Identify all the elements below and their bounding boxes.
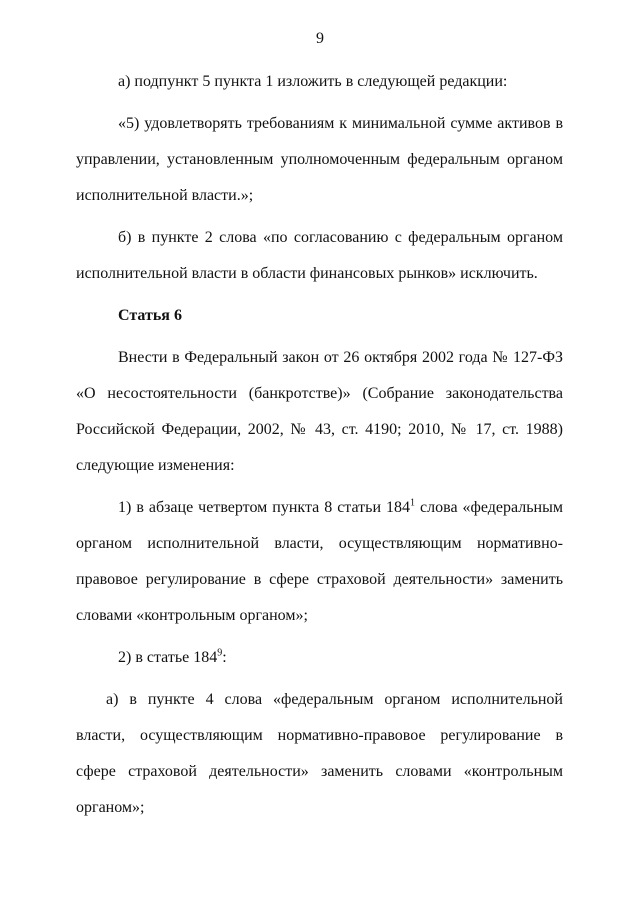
item-1-text-start: 1) в абзаце четвертом пункта 8 статьи 184 [118,499,411,516]
item-2-superscript: 9 [217,647,223,659]
item-1-superscript: 1 [410,497,416,509]
paragraph-article-intro: Внести в Федеральный закон от 26 октября 2002 года № 127-ФЗ «О несостоятельности (банкротстве)» (Собрание законодательства Российской Федерации, 2002, № 43, ст. 4190; 2010, № 17, ст. 1988) следующие изменения: [76,349,563,474]
document-body [76,64,563,832]
page-number: 9 [316,30,324,47]
item-2-text-end: : [222,649,227,666]
article-heading: Статья 6 [118,307,182,324]
paragraph-quoted-text: «5) удовлетворять требованиям к минимальной сумме активов в управлении, установленным уполномоченным федеральным органом исполнительной власти.»; [76,115,563,204]
paragraph-item-1 [76,490,563,634]
paragraph-item-2 [76,640,563,676]
paragraph-subpoint-b: б) в пункте 2 слова «по согласованию с федеральным органом исполнительной власти в области финансовых рынков» исключить. [76,229,563,282]
paragraph-subpoint-a: а) подпункт 5 пункта 1 изложить в следующей редакции: [118,73,508,90]
paragraph-item-2-subpoint-a: а) в пункте 4 слова «федеральным органом исполнительной власти, осуществляющим нормативно-правовое регулирование в сфере страховой деятельности» заменить словами «контрольным органом»; [76,691,563,816]
item-2-text-start: 2) в статье 184 [118,649,218,666]
item-1-text-end: слова «федеральным органом исполнительной власти, осуществляющим нормативно-правовое регулирование в сфере страховой деятельности» заменить словами «контрольным органом»; [76,499,563,624]
